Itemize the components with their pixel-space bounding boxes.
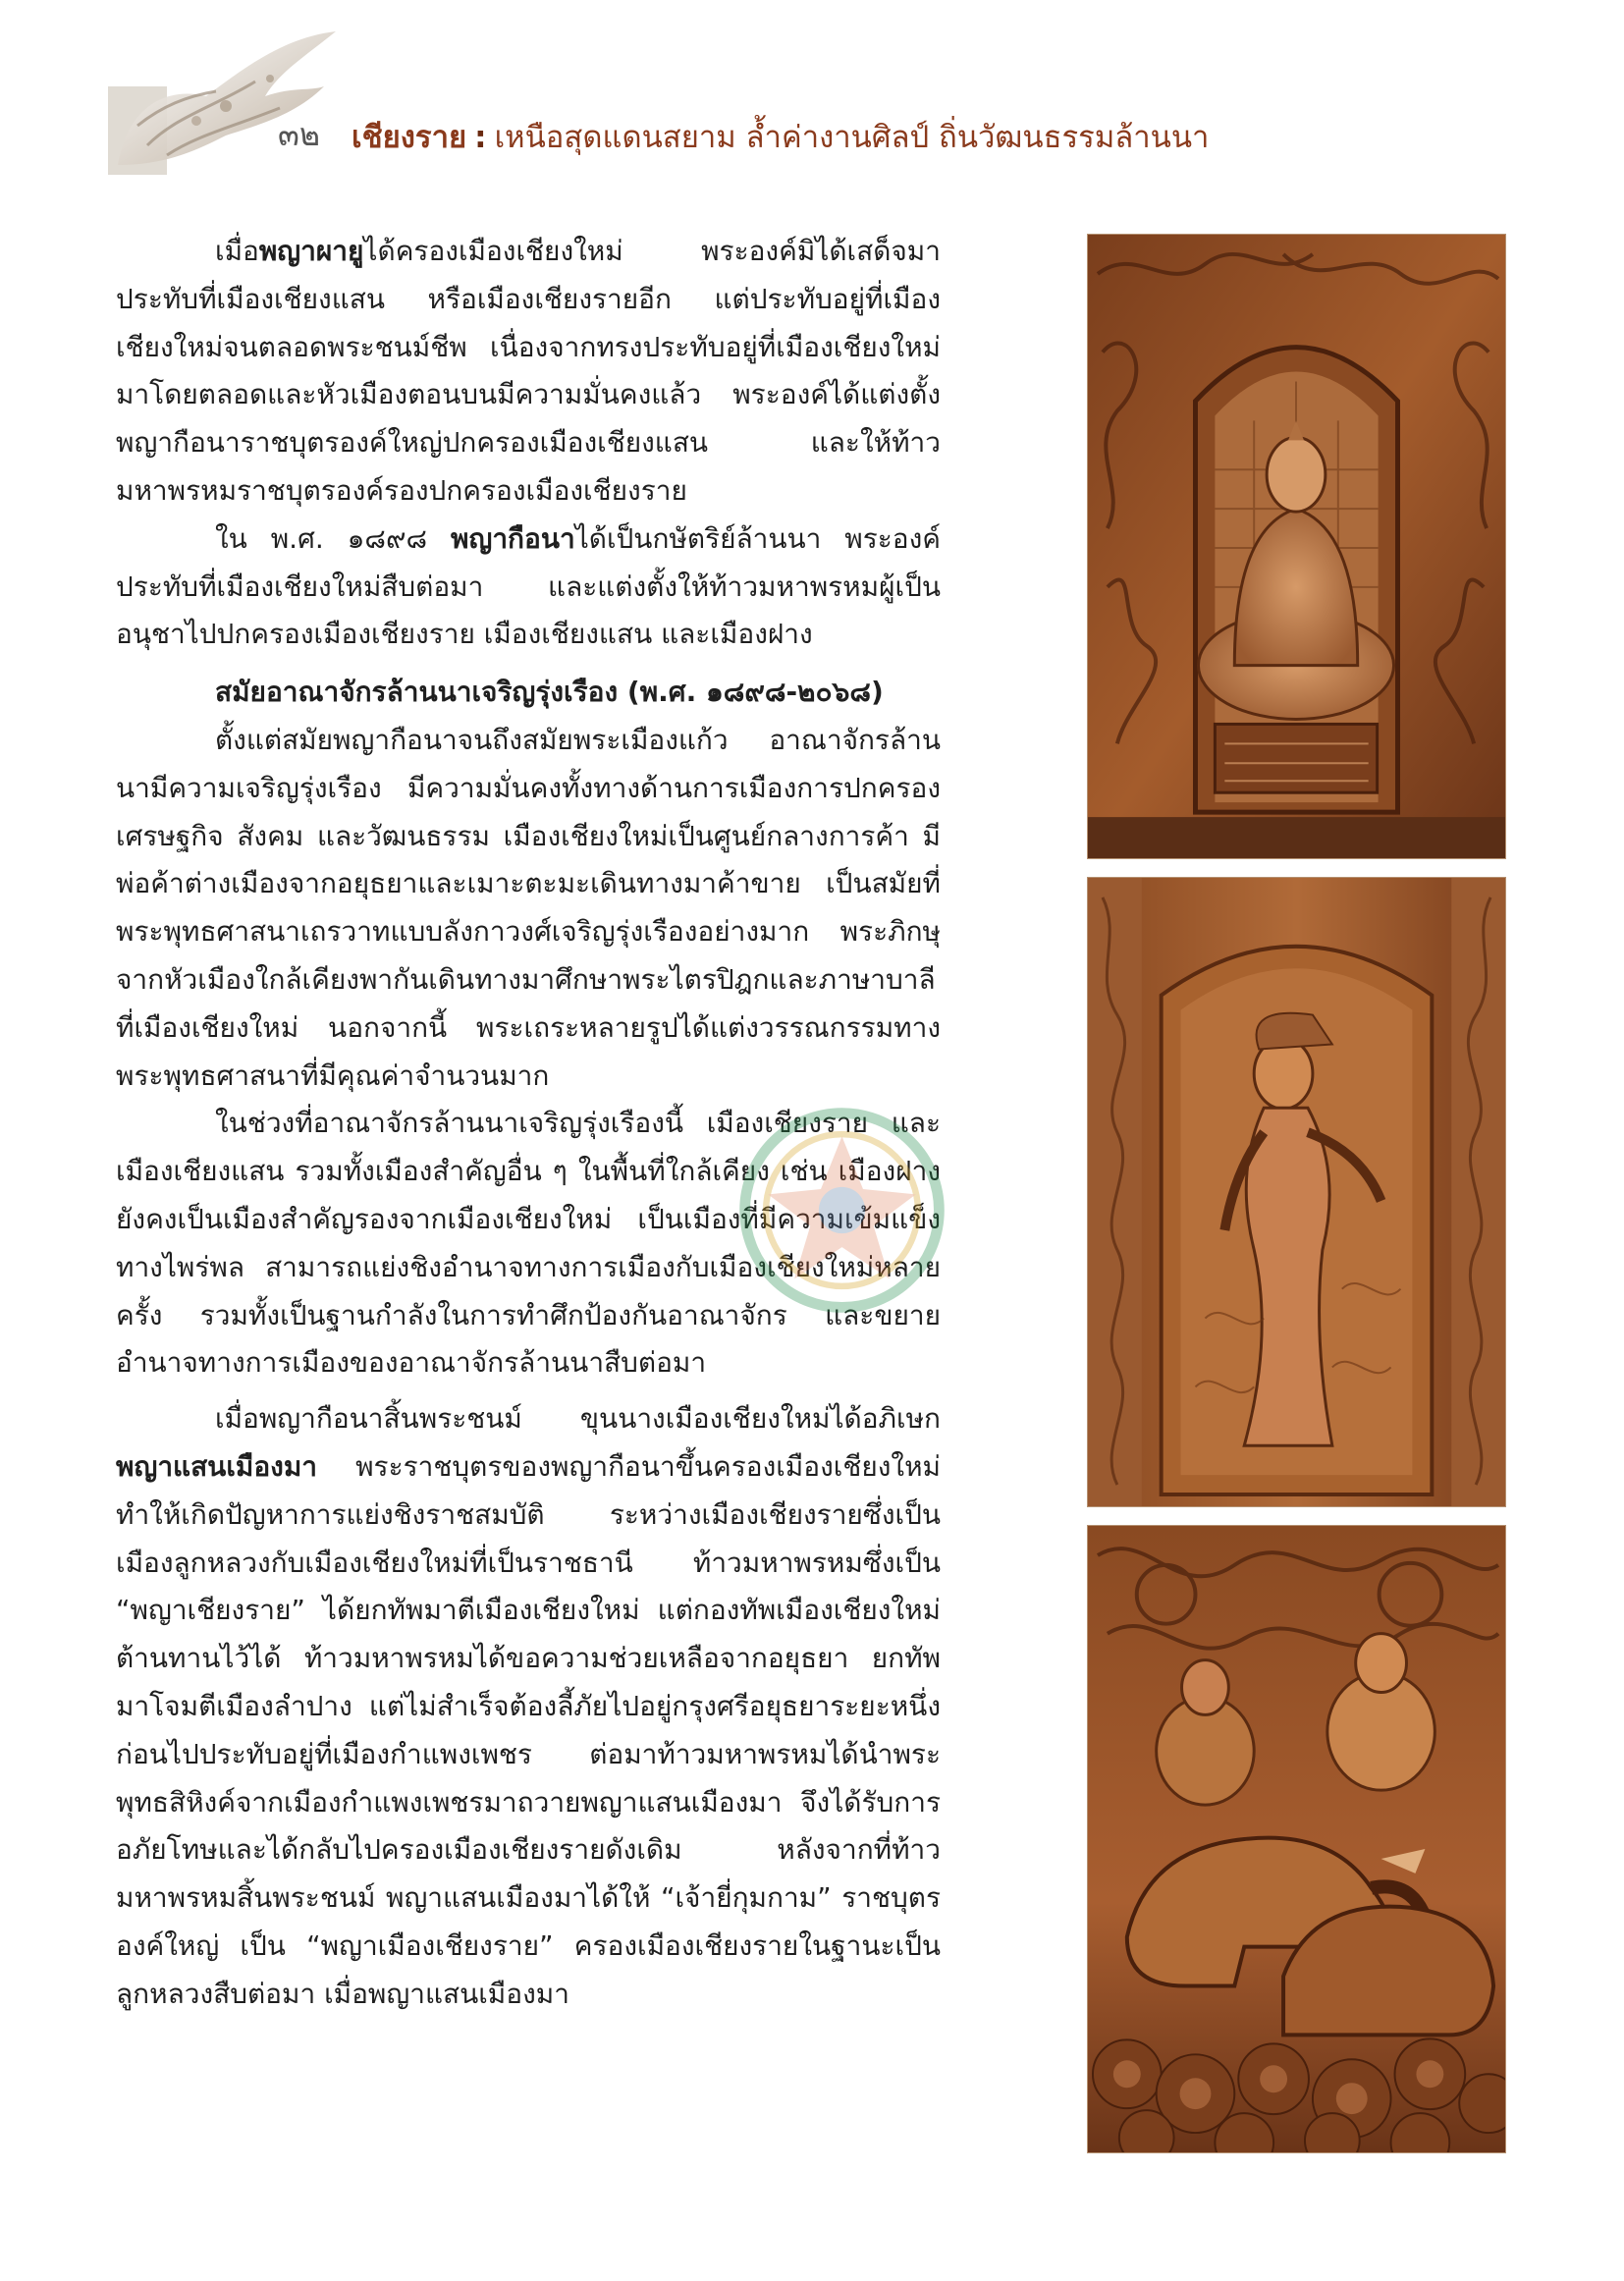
p5-text: พระราชบุตรของพญากือนาขึ้นครองเมืองเชียงใหม่ ทำให้เกิดปัญหาการแย่งชิงราชสมบัติ ระหว่างเมืองเชียงรายซึ่งเป็นเมืองลูกหลวงกับเมืองเชียงใหม่ที่เป็นราชธานี ท้าวมหาพรหมซึ่งเป็น “พญาเชียงราย” ได้ยกทัพมาตีเมืองเชียงใหม่ แต่กองทัพเมืองเชียงใหม่ต้านทานไว้ได้ ท้าวมหาพรหมได้ขอความช่วยเหลือจากอยุธยา ยกทัพมาโจมตีเมืองลำปาง แต่ไม่สำเร็จต้องลี้ภัยไปอยู่กรุงศรีอยุธยาระยะหนึ่ง ก่อนไปประทับอยู่ที่เมืองกำแพงเพชร ต่อมาท้าวมหาพรหมได้นำพระพุทธสิหิงค์จากเมืองกำแพงเพชรมาถวายพญาแสนเมืองมา จึงได้รับการอภัยโทษและได้กลับไปครองเมืองเชียงรายดังเดิม หลังจากที่ท้าวมหาพรหมสิ้นพระชนม์ พญาแสนเมืองมาได้ให้ “เจ้ายี่กุมกาม” ราชบุตรองค์ใหญ่ เป็น “พญาเมืองเชียงราย” ครองเมืองเชียงรายในฐานะเป็นลูกหลวงสืบต่อมา เมื่อพญาแสนเมืองมา [116,1449,941,2010]
paragraph-1 [116,228,941,516]
paragraph-2 [116,516,941,659]
running-title-sub: เหนือสุดแดนสยาม ล้ำค่างานศิลป์ ถิ่นวัฒนธรรมล้านนา [494,120,1210,155]
paragraph-3: ตั้งแต่สมัยพญากือนาจนถึงสมัยพระเมืองแก้ว อาณาจักรล้านนามีความเจริญรุ่งเรือง มีความมั่นคงทั้งทางด้านการเมืองการปกครอง เศรษฐกิจ สังคม และวัฒนธรรม เมืองเชียงใหม่เป็นศูนย์กลางการค้า มีพ่อค้าต่างเมืองจากอยุธยาและเมาะตะมะเดินทางมาค้าขาย เป็นสมัยที่พระพุทธศาสนาเถรวาทแบบลังกาวงศ์เจริญรุ่งเรืองอย่างมาก พระภิกษุจากหัวเมืองใกล้เคียงพากันเดินทางมาศึกษาพระไตรปิฎกและภาษาบาลีที่เมืองเชียงใหม่ นอกจากนี้ พระเถระหลายรูปได้แต่งวรรณกรรมทางพระพุทธศาสนาที่มีคุณค่าจำนวนมาก [116,723,941,1092]
running-title [352,112,1209,161]
paragraph-5 [116,1395,941,2018]
photo-carved-figure-panel [1087,877,1506,1507]
page-number: ๓๒ [278,116,320,153]
running-title-separator: : [474,120,487,155]
page-header [0,0,1624,196]
p1-bold-name: พญาผายู [258,235,364,267]
p2-lead: ใน พ.ศ. ๑๘๙๘ [215,521,452,555]
section-heading: สมัยอาณาจักรล้านนาเจริญรุ่งเรือง (พ.ศ. ๑๘๙๘-๒๐๖๘) [215,676,884,709]
p1-lead: เมื่อ [215,235,259,267]
p2-bold-name: พญากือนา [451,521,575,555]
carved-figure-image [1088,878,1505,1506]
running-title-main: เชียงราย [352,120,467,155]
p1-text: ได้ครองเมืองเชียงใหม่ พระองค์มิได้เสด็จมาประทับที่เมืองเชียงแสน หรือเมืองเชียงรายอีก แต่ประทับอยู่ที่เมืองเชียงใหม่จนตลอดพระชนม์ชีพ เนื่องจากทรงประทับอยู่ที่เมืองเชียงใหม่มาโดยตลอดและหัวเมืองตอนบนมีความมั่นคงแล้ว พระองค์ได้แต่งตั้งพญากือนาราชบุตรองค์ใหญ่ปกครองเมืองเชียงแสน และให้ท้าวมหาพรหมราชบุตรองค์รองปกครองเมืองเชียงราย [116,235,941,507]
p5-bold-name: พญาแสนเมืองมา [116,1449,318,1483]
p5-lead: เมื่อพญากือนาสิ้นพระชนม์ ขุนนางเมืองเชียงใหม่ได้อภิเษก [215,1402,941,1436]
photo-carved-buddha-panel [1087,234,1506,859]
photo-carved-battle-panel [1087,1525,1506,2153]
school-emblem-watermark [736,1105,947,1316]
carved-battle-scene-image [1088,1526,1505,2152]
p2-text: ได้เป็นกษัตริย์ล้านนา พระองค์ประทับที่เมืองเชียงใหม่สืบต่อมา และแต่งตั้งให้ท้าวมหาพรหมผู้เป็นอนุชาไปปกครองเมืองเชียงราย เมืองเชียงแสน และเมืองฝาง [116,521,942,651]
paragraph-4: ในช่วงที่อาณาจักรล้านนาเจริญรุ่งเรืองนี้ เมืองเชียงราย และเมืองเชียงแสน รวมทั้งเมืองสำคัญอื่น ๆ ในพื้นที่ใกล้เคียง เช่น เมืองฝาง ยังคงเป็นเมืองสำคัญรองจากเมืองเชียงใหม่ เป็นเมืองที่มีความเข้มแข็งทางไพร่พล สามารถแย่งชิงอำนาจทางการเมืองกับเมืองเชียงใหม่หลายครั้ง รวมทั้งเป็นฐานกำลังในการทำศึกป้องกันอาณาจักร และขยายอำนาจทางการเมืองของอาณาจักรล้านนาสืบต่อมา [116,1107,941,1380]
carved-buddha-image [1088,235,1505,858]
